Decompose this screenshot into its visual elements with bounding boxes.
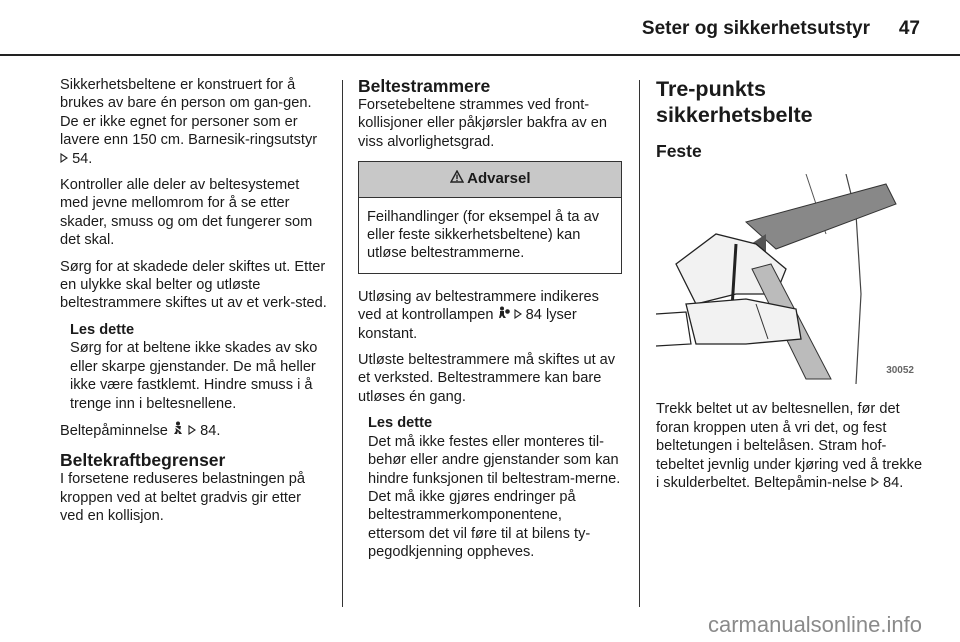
column-left bbox=[60, 76, 328, 534]
warning-title: Advarsel bbox=[467, 170, 531, 188]
airbag-warning-lamp-icon bbox=[498, 306, 510, 324]
note-text: Det må ikke festes eller monteres til-behør eller andre gjenstander som kan hindre funksjonen til beltestram-merne. Det må ikke gjøres endringer på beltestrammerkomponentene, ettersom det vil føre til at bilens ty-pegodkjenning oppheves. bbox=[368, 433, 621, 561]
reference-arrow-icon bbox=[514, 306, 522, 324]
reference-arrow-icon bbox=[60, 150, 68, 168]
figure-number: 30052 bbox=[886, 365, 914, 376]
heading-fasten: Feste bbox=[656, 141, 702, 161]
warning-text: Feilhandlinger (for eksempel å ta av eller feste sikkerhetsbeltene) kan utløse beltestrammerne. bbox=[367, 208, 599, 262]
warning-triangle-icon bbox=[450, 170, 464, 188]
paragraph-usage: Sikkerhetsbeltene er konstruert for å brukes av bare én person om gan-gen. De er ikke egnet for personer som er lavere enn 150 cm. Barnesik-ringsutstyr 54. bbox=[60, 77, 318, 167]
column-divider-right bbox=[639, 80, 640, 607]
paragraph-fasten: Trekk beltet ut av beltesnellen, før det foran kroppen uten å vri det, og fest beltetungen i beltelåsen. Stram hof-tebeltet jevnlig under kjøring ved å trekke i skulderbeltet. Beltepåmin-nelse 84. bbox=[656, 401, 923, 492]
paragraph-replacement: Sørg for at skadede deler skiftes ut. Etter en ulykke skal belter og utløste beltestrammere skiftes ut av et verk-sted. bbox=[60, 258, 327, 312]
heading-pretensioners: Beltestrammere bbox=[358, 76, 491, 96]
note-title: Les dette bbox=[368, 415, 433, 432]
reference-arrow-icon bbox=[188, 422, 196, 440]
seatbelt-illustration bbox=[656, 174, 920, 384]
note-title: Les dette bbox=[70, 321, 135, 338]
warning-box bbox=[358, 161, 622, 274]
paragraph-activation: Utløsing av beltestrammere indikeres ved at kontrollampen 84 lyser konstant. bbox=[358, 288, 599, 342]
page-title: Seter og sikkerhetsutstyr bbox=[641, 18, 870, 39]
paragraph-inspection: Kontroller alle deler av beltesystemet med jevne mellomrom for å se etter skader, smuss og om det fungerer som det skal. bbox=[60, 177, 313, 249]
heading-three-point-belt: Tre-punkts sikkerhetsbelte bbox=[656, 77, 813, 127]
watermark: carmanualsonline.info bbox=[707, 612, 922, 637]
heading-belt-force-limiter: Beltekraftbegrenser bbox=[60, 450, 226, 471]
warning-header bbox=[359, 162, 621, 197]
column-divider-left bbox=[342, 80, 343, 607]
note-box bbox=[368, 414, 622, 561]
column-right bbox=[656, 76, 928, 500]
page-number: 47 bbox=[898, 18, 920, 39]
seatbelt-drawing bbox=[656, 174, 920, 384]
note-box bbox=[70, 321, 328, 413]
column-middle bbox=[358, 76, 622, 570]
paragraph-replacement: Utløste beltestrammere må skiftes ut av et verksted. Beltestrammere kan bare utløses én gang. bbox=[358, 352, 616, 405]
paragraph-limiter: I forsetene reduseres belastningen på kroppen ved at beltet gradvis gir etter ved en kollisjon. bbox=[60, 471, 306, 525]
header-divider bbox=[0, 54, 960, 56]
seatbelt-reminder-icon bbox=[172, 421, 184, 440]
paragraph-pretensioner-intro: Forsetebeltene strammes ved front-kollisjoner eller påkjørsler bakfra av en viss alvorlighetsgrad. bbox=[358, 97, 608, 150]
note-text: Sørg for at beltene ikke skades av sko eller skarpe gjenstander. De må heller ikke være fastklemt. Hindre smuss i å trenge inn i beltesnellene. bbox=[70, 340, 318, 412]
paragraph-reminder: Beltepåminnelse 84. bbox=[60, 422, 221, 439]
reference-arrow-icon bbox=[871, 474, 879, 492]
